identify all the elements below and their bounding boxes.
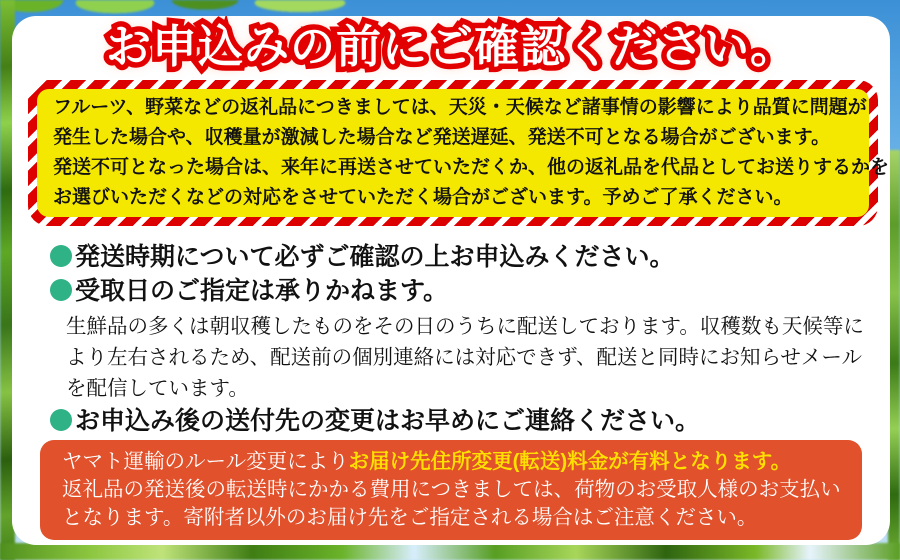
yamato-shipping-fee-notice-box [40, 440, 862, 540]
caution-line: 発生した場合や、収穫量が激減した場合など発送遅延、発送不可となる場合がございます。 [53, 127, 831, 148]
notice-item-shipping-period [50, 240, 890, 274]
shipping-notice-line: 返礼品の発送後の転送時にかかる費用につきましては、荷物のお受取人様のお支払い [62, 478, 841, 501]
caution-box-body [37, 89, 890, 217]
shipping-notice-highlight-text: お届け先住所変更(転送)料金が有料となります。 [348, 450, 792, 473]
notice-item-delivery-date [50, 274, 890, 308]
notice-detail-line: を配信しています。 [66, 377, 249, 400]
page-title-text: お申込みの前にご確認ください。 [105, 21, 796, 72]
notice-item-text: 受取日のご指定は承りかねます。 [75, 277, 449, 305]
shipping-notice-line [62, 448, 840, 476]
leaves-photo-bottom-edge [0, 543, 900, 560]
caution-line: フルーツ、野菜などの返礼品につきましては、天災・天候など諸事情の影響により品質に問題が [53, 97, 867, 118]
notice-item-address-change [50, 404, 890, 438]
shipping-notice-normal-text: ヤマト運輸のルール変更により [62, 450, 349, 473]
caution-striped-box [28, 80, 890, 226]
green-bullet-icon [50, 409, 72, 431]
caution-line: 発送不可となった場合は、来年に再送させていただくか、他の返礼品を代品としてお送りするかを [53, 157, 890, 178]
notice-detail-line: 生鮮品の多くは朝収穫したものをその日のうちに配送しております。収穫数も天候等に [66, 315, 864, 338]
notice-item-text: 発送時期について必ずご確認の上お申込みください。 [75, 243, 675, 271]
shipping-notice-line: となります。寄附者以外のお届け先をご指定される場合はご注意ください。 [62, 506, 758, 529]
notice-detail-paragraph [66, 311, 890, 404]
notice-detail-line: より左右されるため、配送前の個別連絡には対応できず、配送と同時にお知らせメール [66, 346, 863, 369]
green-bullet-icon [50, 245, 72, 267]
green-bullet-icon [50, 279, 72, 301]
notice-card [12, 16, 890, 545]
caution-line: お選びいただくなどの対応をさせていただく場合がございます。予めご了承ください。 [53, 187, 793, 208]
notice-item-text: お申込み後の送付先の変更はお早めにご連絡ください。 [75, 407, 701, 435]
notice-list [50, 240, 890, 438]
page-title [12, 19, 890, 74]
